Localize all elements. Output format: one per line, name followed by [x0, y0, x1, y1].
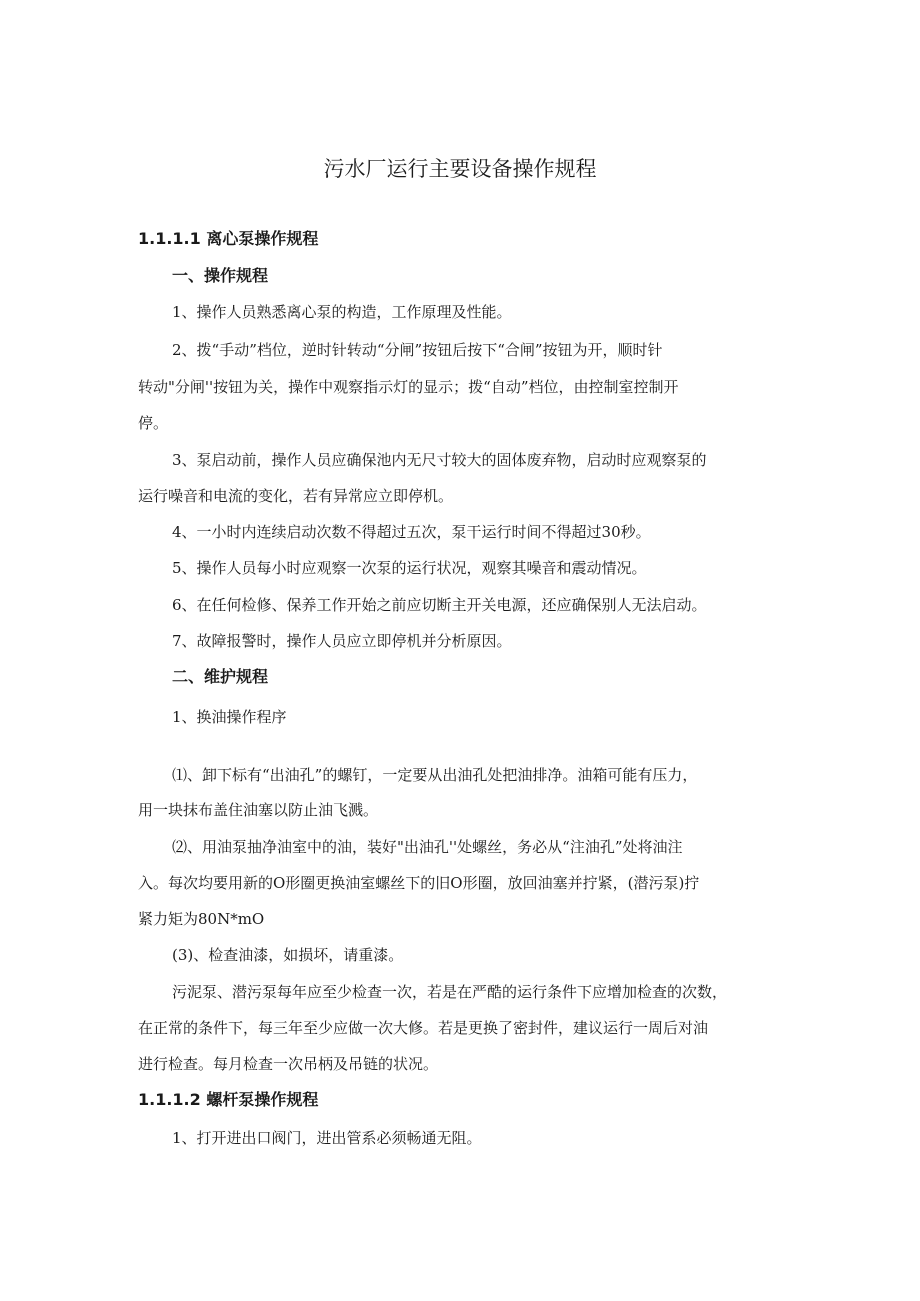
- paragraph-op-4: 4、一小时内连续启动次数不得超过五次，泵干运行时间不得超过30秒。: [172, 523, 651, 541]
- paragraph-op-5: 5、操作人员每小时应观察一次泵的运行状况，观察其噪音和震动情况。: [172, 559, 647, 577]
- paragraph-op-2-line1: 2、拨“手动”档位，逆时针转动“分闸”按钮后按下“合闸”按钮为开，顺时针: [172, 341, 663, 359]
- step-2-line3: 紧力矩为80N*mO: [138, 910, 265, 928]
- step-3: (3)、检查油漆，如损坏，请重漆。: [172, 946, 404, 964]
- paragraph-screw-1: 1、打开进出口阀门，进出管系必须畅通无阻。: [172, 1129, 482, 1147]
- paragraph-op-3-line1: 3、泵启动前，操作人员应确保池内无尺寸较大的固体废弃物，启动时应观察泵的: [172, 451, 707, 469]
- subsection-heading-operation: 一、操作规程: [172, 266, 269, 285]
- paragraph-inspection-line2: 在正常的条件下，每三年至少应做一次大修。若是更换了密封件，建议运行一周后对油: [138, 1019, 709, 1037]
- paragraph-op-6: 6、在任何检修、保养工作开始之前应切断主开关电源，还应确保别人无法启动。: [172, 596, 707, 614]
- paragraph-maint-1: 1、换油操作程序: [172, 708, 287, 726]
- subsection-heading-maintenance: 二、维护规程: [172, 667, 269, 686]
- paragraph-op-2-line2: 转动"分闸''按钮为关，操作中观察指示灯的显示；拨“自动”档位，由控制室控制开: [138, 378, 679, 396]
- paragraph-op-2-line3: 停。: [138, 414, 169, 432]
- paragraph-op-7: 7、故障报警时，操作人员应立即停机并分析原因。: [172, 632, 512, 650]
- section-heading-centrifugal-pump: 1.1.1.1 离心泵操作规程: [138, 229, 319, 248]
- step-2-line2: 入。每次均要用新的O形圈更换油室螺丝下的旧O形圈，放回油塞并拧紧，(潜污泵)拧: [138, 874, 700, 892]
- paragraph-inspection-line3: 进行检查。每月检查一次吊柄及吊链的状况。: [138, 1055, 439, 1073]
- document-title: 污水厂运行主要设备操作规程: [323, 157, 597, 181]
- paragraph-op-3-line2: 运行噪音和电流的变化，若有异常应立即停机。: [138, 487, 454, 505]
- paragraph-inspection-line1: 污泥泵、潜污泵每年应至少检查一次，若是在严酷的运行条件下应增加检查的次数，: [172, 983, 728, 1001]
- section-heading-screw-pump: 1.1.1.2 螺杆泵操作规程: [138, 1090, 319, 1109]
- step-2-line1: ⑵、用油泵抽净油室中的油，装好"出油孔''处螺丝，务必从“注油孔”处将油注: [172, 838, 683, 856]
- step-1-line2: 用一块抹布盖住油塞以防止油飞溅。: [138, 801, 379, 819]
- step-1-line1: ⑴、卸下标有“出油孔”的螺钉，一定要从出油孔处把油排净。油箱可能有压力，: [172, 766, 698, 784]
- paragraph-op-1: 1、操作人员熟悉离心泵的构造，工作原理及性能。: [172, 303, 512, 321]
